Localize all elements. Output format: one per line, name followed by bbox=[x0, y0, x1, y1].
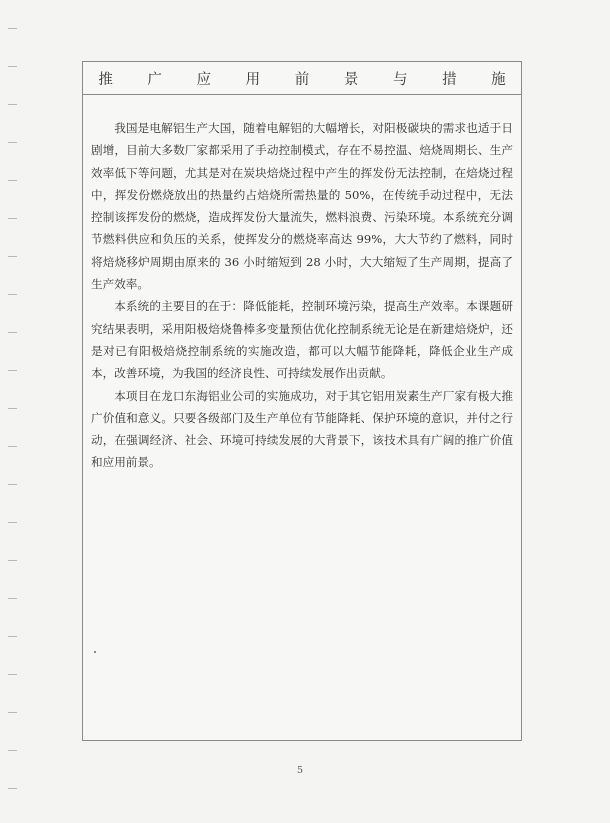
stray-mark bbox=[94, 651, 96, 653]
binding-mark bbox=[8, 750, 17, 751]
section-header bbox=[83, 62, 521, 95]
binding-mark bbox=[8, 522, 17, 523]
binding-mark bbox=[8, 712, 17, 713]
binding-mark bbox=[8, 256, 17, 257]
binding-mark bbox=[8, 788, 17, 789]
paragraph: 我国是电解铝生产大国，随着电解铝的大幅增长，对阳极碳块的需求也适于日剧增，目前大多数厂家都采用了手动控制模式，存在不易控温、焙烧周期长、生产效率低下等问题，尤其是对在炭块焙烧过程中产生的挥发份无法控制，在焙烧过程中，挥发份燃烧放出的热量约占焙烧所需热量的 50%，在传统手动过程中，无法控制该挥发份的燃烧，造成挥发份大量流失，燃料浪费、污染环境。本系统充分调节燃料供应和负压的关系，使挥发分的燃烧率高达 99%，大大节约了燃料，同时将焙烧移炉周期由原来的 36 小时缩短到 28 小时，大大缩短了生产周期，提高了生产效率。 bbox=[91, 121, 513, 292]
binding-mark bbox=[8, 142, 17, 143]
binding-mark bbox=[8, 28, 17, 29]
paragraph: 本项目在龙口东海铝业公司的实施成功，对于其它铝用炭素生产厂家有极大推广价值和意义。只要各级部门及生产单位有节能降耗、保护环境的意识，并付之行动，在强调经济、社会、环境可持续发展的大背景下，该技术具有广阔的推广价值和应用前景。 bbox=[91, 388, 513, 470]
binding-mark bbox=[8, 104, 17, 105]
binding-mark bbox=[8, 674, 17, 675]
content-frame bbox=[82, 61, 522, 741]
binding-mark bbox=[8, 598, 17, 599]
page-number: 5 bbox=[296, 765, 304, 776]
binding-mark bbox=[8, 636, 17, 637]
body-text bbox=[83, 95, 521, 474]
paragraph: 本系统的主要目的在于：降低能耗，控制环境污染，提高生产效率。本课题研究结果表明，采用阳极焙烧鲁棒多变量预估优化控制系统无论是在新建焙烧炉，还是对已有阳极焙烧控制系统的实施改造，都可以大幅节能降耗，降低企业生产成本，改善环境，为我国的经济良性、可持续发展作出贡献。 bbox=[91, 299, 513, 381]
binding-mark bbox=[8, 408, 17, 409]
binding-mark bbox=[8, 370, 17, 371]
binding-mark bbox=[8, 332, 17, 333]
binding-mark bbox=[8, 218, 17, 219]
binding-mark bbox=[8, 560, 17, 561]
binding-mark bbox=[8, 180, 17, 181]
binding-mark bbox=[8, 294, 17, 295]
section-title: 推 广 应 用 前 景 与 措 施 bbox=[98, 71, 521, 88]
binding-mark bbox=[8, 484, 17, 485]
binding-mark bbox=[8, 446, 17, 447]
binding-mark bbox=[8, 66, 17, 67]
